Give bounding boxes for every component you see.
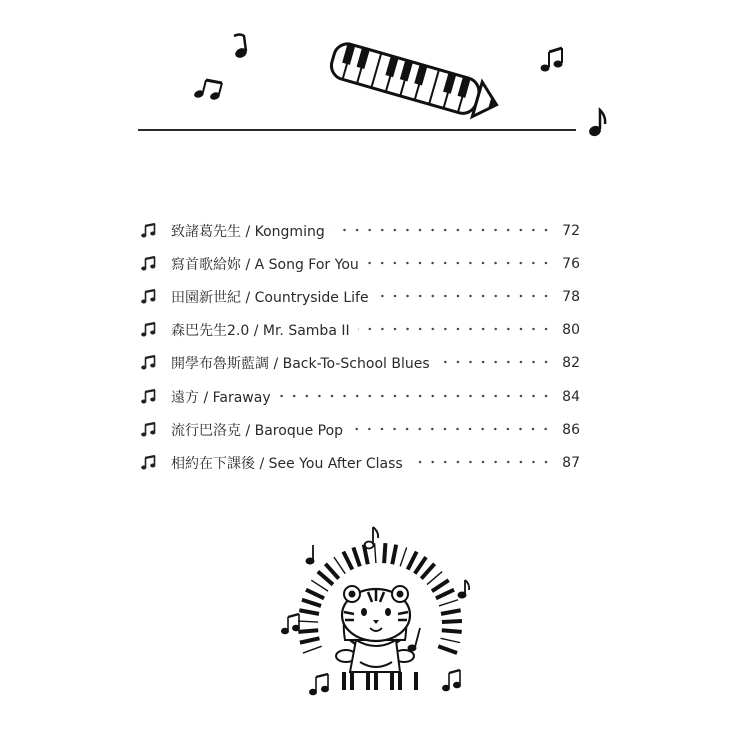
piano-key bbox=[375, 543, 376, 563]
eighth-note-icon bbox=[458, 580, 469, 598]
piano-key bbox=[306, 590, 324, 599]
piano-key bbox=[406, 672, 410, 690]
piano-key bbox=[442, 621, 462, 622]
beamed-notes-icon bbox=[310, 674, 329, 695]
toc-entry-title: 相約在下課後 / See You After Class bbox=[171, 455, 403, 472]
piano-key bbox=[366, 672, 370, 690]
piano-key bbox=[384, 543, 385, 563]
piano-key bbox=[334, 557, 345, 574]
piano-key bbox=[400, 547, 407, 566]
toc-entry-title: 寫首歌給妳 / A Song For You bbox=[171, 256, 359, 273]
eighth-note-icon bbox=[408, 628, 420, 651]
piano-key bbox=[300, 638, 320, 642]
eighth-note-icon bbox=[306, 545, 314, 564]
toc-entry-title: 遠方 / Faraway bbox=[171, 389, 271, 406]
piano-key bbox=[298, 621, 318, 622]
toc-entry-page-number: 87 bbox=[562, 454, 580, 471]
piano-key bbox=[382, 672, 386, 690]
toc-entry-page-number: 86 bbox=[562, 421, 580, 438]
piano-key bbox=[342, 672, 346, 690]
beamed-notes-icon bbox=[282, 614, 300, 634]
piano-key bbox=[390, 672, 394, 690]
piano-key bbox=[325, 564, 338, 579]
piano-key bbox=[318, 572, 333, 585]
piano-key bbox=[392, 545, 396, 565]
toc-entry-title: 流行巴洛克 / Baroque Pop bbox=[171, 422, 344, 439]
piano-key bbox=[311, 580, 328, 591]
toc-entry-title: 開學布魯斯藍調 / Back-To-School Blues bbox=[171, 356, 430, 373]
piano-key bbox=[442, 630, 462, 632]
piano-key bbox=[441, 610, 461, 614]
piano-key bbox=[302, 600, 321, 606]
piano-key bbox=[374, 672, 378, 690]
toc-entry-page-number: 84 bbox=[562, 388, 580, 405]
piano-key bbox=[298, 630, 318, 632]
piano-key bbox=[441, 638, 461, 642]
toc-entry-page-number: 80 bbox=[562, 322, 580, 339]
piano-key bbox=[303, 646, 322, 653]
toc-entry-title: 森巴先生2.0 / Mr. Samba II bbox=[171, 323, 350, 340]
piano-key bbox=[398, 672, 402, 690]
toc-entry-title: 致諸葛先生 / Kongming bbox=[171, 223, 325, 240]
toc-entry-page-number: 82 bbox=[562, 355, 580, 372]
toc-entry-title: 田園新世紀 / Countryside Life bbox=[171, 289, 369, 306]
piano-key bbox=[421, 564, 434, 579]
toc-entry-page-number: 72 bbox=[562, 222, 580, 239]
tiger-icon bbox=[336, 586, 414, 672]
toc-entry-page-number: 78 bbox=[562, 288, 580, 305]
piano-key bbox=[415, 557, 426, 574]
piano-key bbox=[408, 552, 417, 570]
piano-key bbox=[414, 672, 418, 690]
eighth-note-icon bbox=[365, 527, 379, 549]
piano-key bbox=[353, 547, 360, 566]
beamed-notes-icon bbox=[443, 670, 461, 691]
piano-key bbox=[343, 552, 352, 570]
piano-key bbox=[432, 580, 449, 591]
piano-key bbox=[358, 672, 362, 690]
piano-key bbox=[436, 590, 454, 599]
piano-key bbox=[299, 610, 319, 614]
piano-key bbox=[427, 572, 442, 585]
piano-key bbox=[438, 646, 457, 653]
piano-key bbox=[350, 672, 354, 690]
piano-key bbox=[439, 600, 458, 606]
toc-entry-page-number: 76 bbox=[562, 255, 580, 272]
